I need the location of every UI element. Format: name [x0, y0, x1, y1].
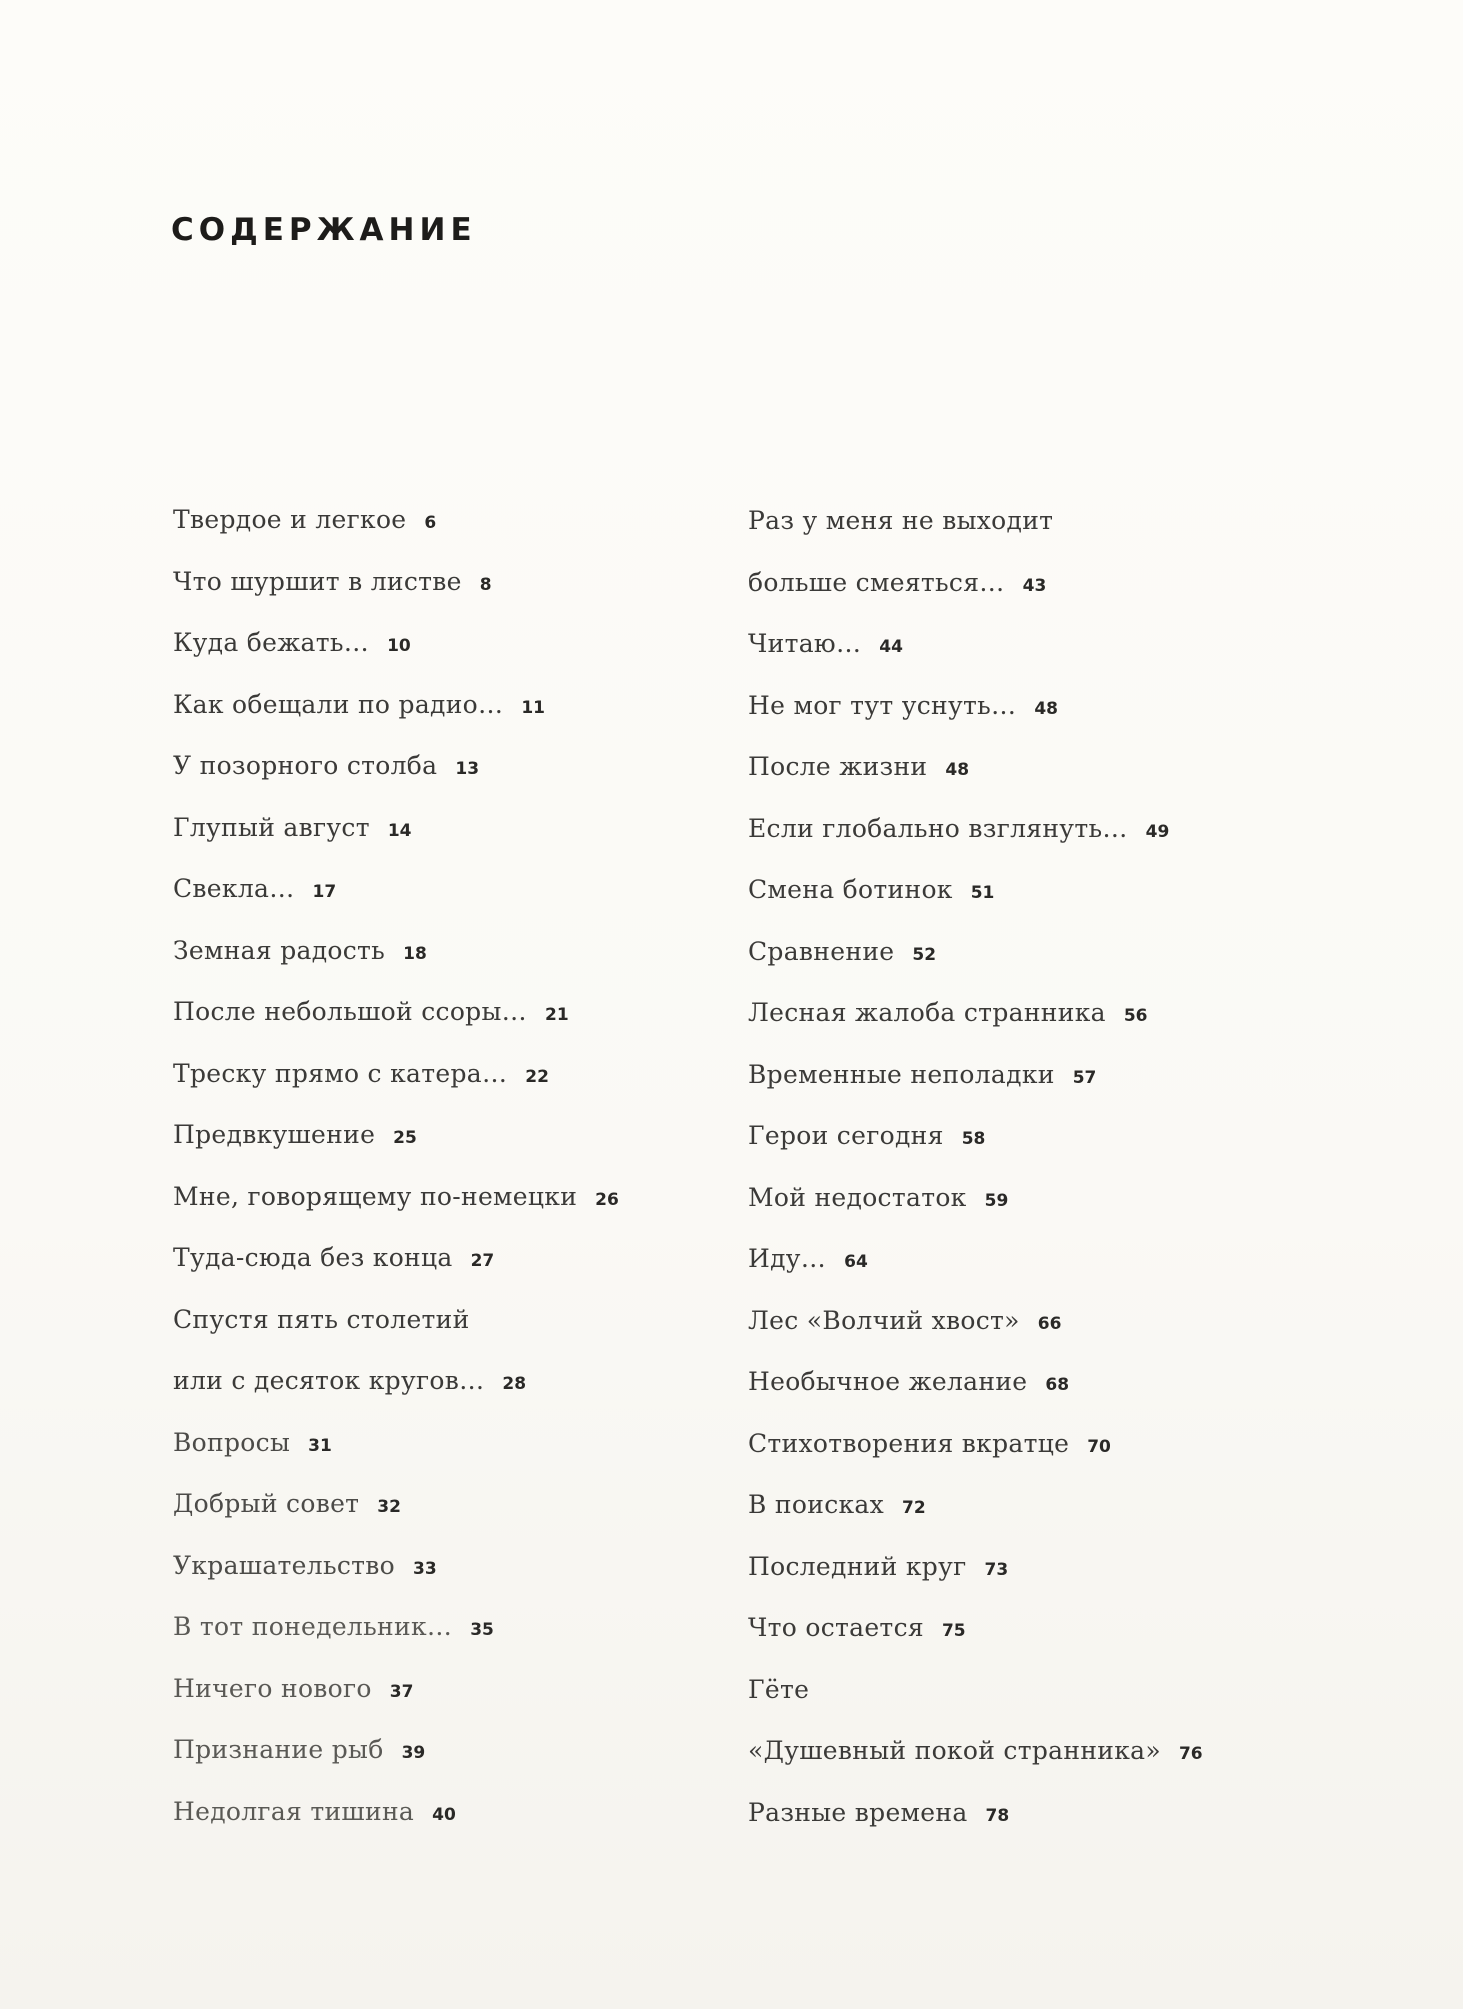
toc-entry-page-number: 35: [470, 1620, 494, 1640]
toc-entry-title: Предвкушение: [173, 1120, 376, 1149]
toc-entry-page-number: 64: [844, 1252, 868, 1272]
toc-entry-page-number: 43: [1022, 575, 1047, 596]
toc-entry-page-number: 37: [389, 1681, 414, 1702]
toc-entry-page-number: 6: [424, 513, 437, 533]
toc-entry-title: В поисках: [748, 1490, 885, 1519]
toc-entry: [173, 804, 619, 866]
toc-entry: [173, 1111, 619, 1173]
toc-entry-page-number: 44: [879, 637, 903, 657]
toc-entry-title: Если глобально взглянуть…: [748, 813, 1128, 843]
toc-entry-title: Вопросы: [173, 1427, 291, 1457]
toc-entry: [173, 1603, 619, 1665]
toc-entry: [173, 988, 619, 1050]
toc-entry-title: «Душевный покой странника»: [748, 1736, 1161, 1765]
toc-entry-page-number: 13: [455, 759, 480, 779]
toc-entry-title: Куда бежать…: [173, 628, 370, 657]
toc-entry-page-number: 31: [308, 1435, 332, 1456]
toc-entry-title: У позорного столба: [173, 751, 438, 780]
toc-entry: [173, 1234, 619, 1296]
toc-entry-title: Герои сегодня: [748, 1121, 944, 1150]
toc-entry-page-number: 26: [595, 1189, 619, 1210]
toc-entry: [748, 1481, 1203, 1543]
toc-entry-page-number: 28: [502, 1374, 527, 1394]
toc-entry-title: Спустя пять столетий: [173, 1304, 470, 1334]
toc-entry-title: Временные неполадки: [748, 1059, 1055, 1089]
toc-entry: [173, 865, 619, 927]
toc-entry-title: больше смеяться…: [748, 567, 1005, 597]
toc-entry: [173, 1173, 619, 1235]
toc-entry: [748, 1789, 1203, 1851]
toc-entry-title: Смена ботинок: [748, 875, 953, 904]
toc-entry: [748, 1666, 1203, 1728]
toc-right-column: [748, 497, 1203, 1850]
toc-entry-title: или с десяток кругов…: [173, 1366, 485, 1395]
toc-entry: [748, 1051, 1203, 1113]
toc-entry-page-number: 33: [413, 1558, 437, 1579]
toc-entry: [748, 1112, 1203, 1174]
toc-entry-title: Глупый август: [173, 812, 370, 842]
toc-entry: [173, 619, 619, 681]
toc-entry-title: Свекла…: [173, 874, 295, 903]
toc-entry: [748, 743, 1203, 805]
toc-entry-title: Недолгая тишина: [173, 1796, 415, 1826]
toc-entry-title: Земная радость: [173, 935, 386, 965]
toc-entry-page-number: 52: [912, 944, 937, 965]
toc-entry-title: Что остается: [748, 1613, 924, 1642]
toc-entry: [748, 1358, 1203, 1420]
toc-entry-title: Мой недостаток: [748, 1182, 967, 1212]
toc-entry-title: Читаю…: [748, 629, 862, 658]
toc-left-column: [173, 496, 619, 1849]
toc-entry: [748, 1174, 1203, 1236]
toc-entry-page-number: 72: [902, 1498, 926, 1518]
toc-entry-title: После небольшой ссоры…: [173, 997, 527, 1026]
toc-entry-title: Мне, говорящему по-немецки: [173, 1181, 578, 1211]
toc-entry: [748, 989, 1203, 1051]
toc-entry-title: Не мог тут уснуть…: [748, 690, 1017, 720]
toc-entry-title: Лесная жалоба странника: [748, 998, 1106, 1027]
toc-entry-page-number: 48: [1034, 698, 1058, 719]
toc-entry: [748, 620, 1203, 682]
toc-entry-page-number: 56: [1123, 1006, 1148, 1026]
toc-entry-page-number: 18: [403, 943, 427, 964]
toc-entry: [748, 497, 1203, 559]
toc-entry-page-number: 8: [479, 574, 492, 595]
toc-entry-page-number: 10: [387, 636, 411, 656]
toc-entry-title: Иду…: [748, 1244, 827, 1273]
toc-entry: [748, 1420, 1203, 1482]
toc-entry: [748, 1604, 1203, 1666]
toc-entry-title: Туда-сюда без конца: [173, 1243, 453, 1272]
toc-entry-page-number: 27: [470, 1251, 495, 1271]
toc-entry-title: Лес «Волчий хвост»: [748, 1305, 1020, 1335]
toc-entry: [748, 1235, 1203, 1297]
toc-entry-title: После жизни: [748, 752, 928, 781]
toc-entry-page-number: 49: [1145, 821, 1170, 842]
toc-entry: [173, 927, 619, 989]
toc-entry-page-number: 75: [941, 1621, 966, 1641]
toc-entry-page-number: 48: [945, 760, 970, 780]
toc-entry: [748, 1543, 1203, 1605]
toc-entry: [173, 496, 619, 558]
toc-entry: [748, 1297, 1203, 1359]
toc-entry-title: Треску прямо с катера…: [173, 1058, 508, 1088]
toc-entry: [748, 1727, 1203, 1789]
toc-entry-page-number: 59: [984, 1190, 1009, 1211]
toc-entry-title: Гёте: [748, 1674, 810, 1704]
toc-entry: [173, 1419, 619, 1481]
toc-entry: [173, 1665, 619, 1727]
toc-entry: [173, 681, 619, 743]
toc-entry: [748, 866, 1203, 928]
toc-entry-title: Украшательство: [173, 1550, 396, 1580]
toc-entry-page-number: 22: [525, 1066, 549, 1087]
toc-entry-title: Ничего нового: [173, 1673, 372, 1703]
toc-entry-page-number: 17: [312, 882, 337, 902]
toc-entry-page-number: 11: [521, 697, 546, 718]
toc-entry: [173, 1480, 619, 1542]
toc-entry-page-number: 58: [961, 1129, 986, 1149]
toc-entry-title: В тот понедельник…: [173, 1612, 453, 1641]
toc-entry: [748, 805, 1203, 867]
toc-entry-page-number: 57: [1072, 1067, 1097, 1088]
toc-entry-title: Раз у меня не выходит: [748, 506, 1054, 535]
toc-entry-page-number: 66: [1037, 1313, 1062, 1334]
toc-entry: [173, 1726, 619, 1788]
toc-entry-page-number: 25: [393, 1128, 417, 1148]
toc-entry: [173, 558, 619, 620]
toc-entry: [173, 1296, 619, 1358]
toc-entry-title: Сравнение: [748, 936, 895, 966]
toc-entry-title: Как обещали по радио…: [173, 689, 504, 719]
toc-entry-page-number: 73: [984, 1559, 1009, 1580]
toc-entry-page-number: 32: [377, 1497, 401, 1517]
toc-entry-title: Твердое и легкое: [173, 505, 407, 534]
toc-entry: [748, 928, 1203, 990]
toc-entry-title: Что шуршит в листве: [173, 566, 462, 596]
toc-entry: [173, 742, 619, 804]
toc-entry-page-number: 14: [387, 820, 412, 841]
toc-entry: [173, 1357, 619, 1419]
page-title: СОДЕРЖАНИЕ: [171, 212, 477, 248]
toc-entry: [173, 1542, 619, 1604]
toc-entry: [748, 559, 1203, 621]
toc-entry: [748, 682, 1203, 744]
toc-entry-page-number: 21: [545, 1005, 569, 1025]
toc-entry-title: Разные времена: [748, 1797, 968, 1827]
toc-entry: [173, 1788, 619, 1850]
toc-entry-title: Стихотворения вкратце: [748, 1428, 1070, 1458]
toc-entry-page-number: 70: [1087, 1436, 1111, 1457]
toc-entry-page-number: 51: [970, 883, 995, 903]
toc-entry-title: Признание рыб: [173, 1735, 384, 1764]
toc-entry-page-number: 78: [985, 1805, 1010, 1826]
toc-entry-title: Необычное желание: [748, 1367, 1028, 1396]
toc-entry-page-number: 40: [432, 1804, 456, 1825]
toc-entry-title: Последний круг: [748, 1551, 967, 1581]
toc-entry-page-number: 76: [1178, 1744, 1203, 1764]
toc-entry-page-number: 39: [401, 1743, 426, 1763]
toc-entry: [173, 1050, 619, 1112]
toc-entry-title: Добрый совет: [173, 1489, 360, 1518]
toc-entry-page-number: 68: [1045, 1375, 1070, 1395]
